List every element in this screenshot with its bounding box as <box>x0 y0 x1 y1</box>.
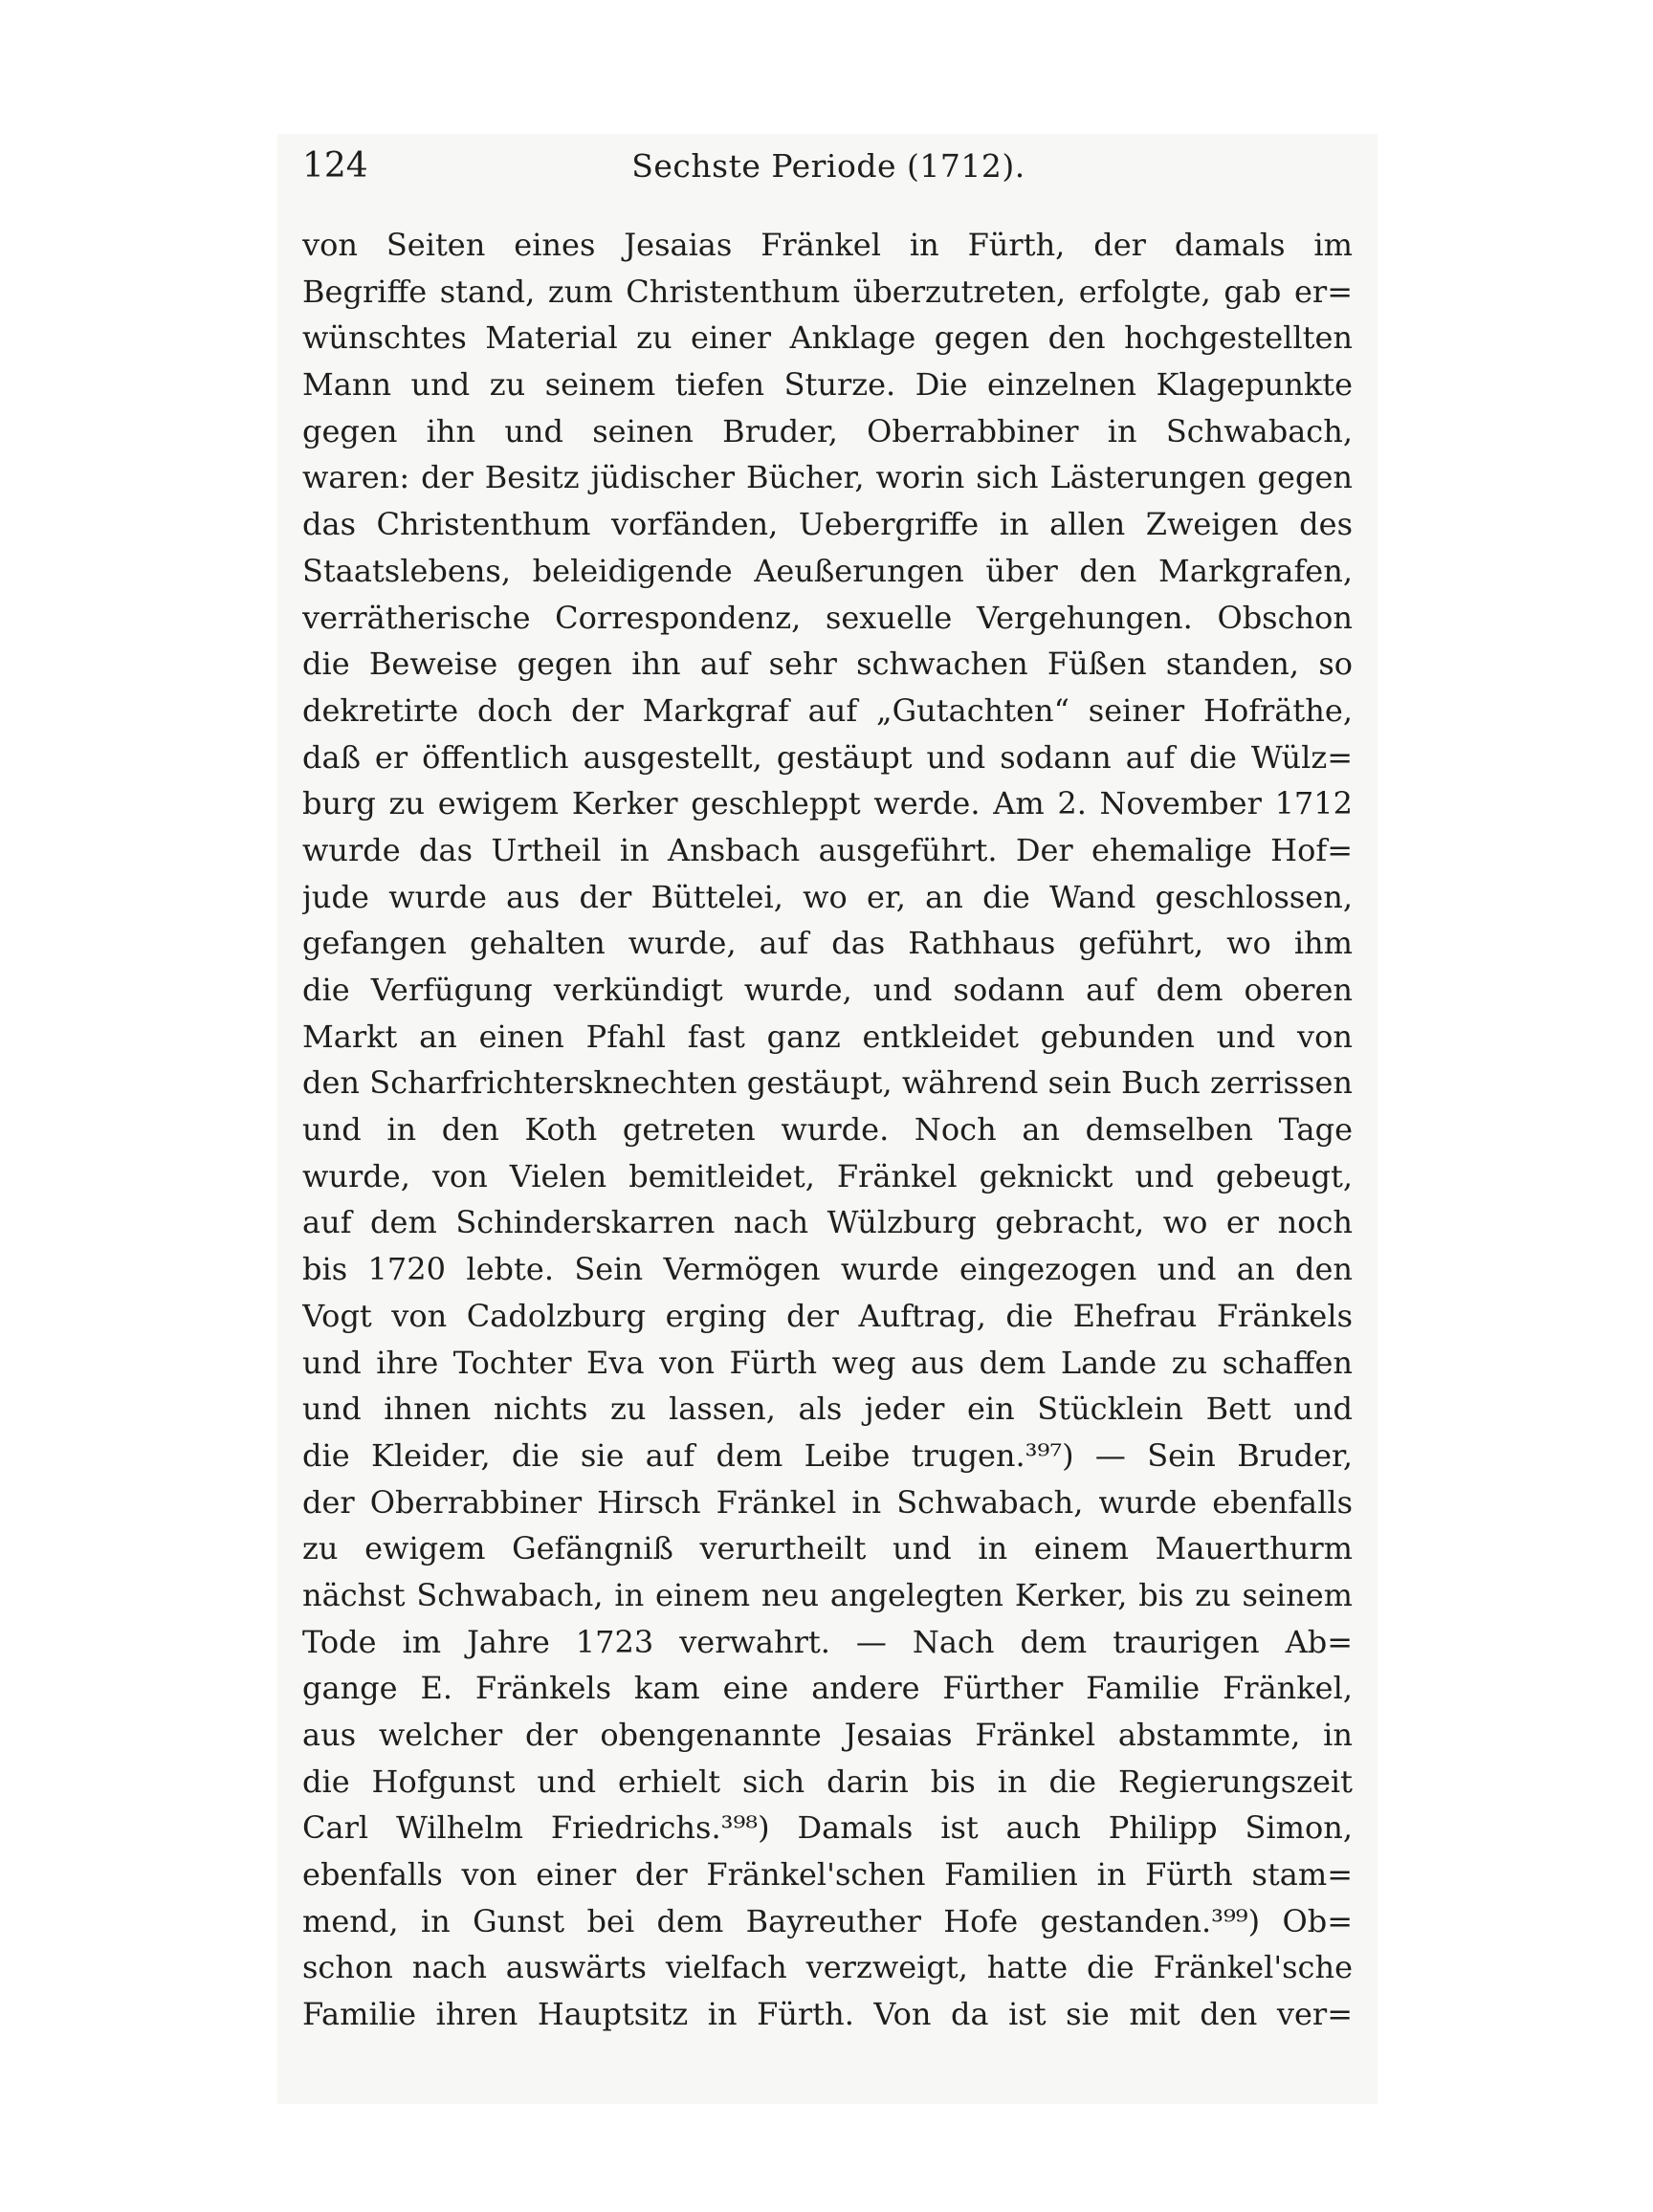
text-line: nächst Schwabach, in einem neu angelegten Kerker, bis zu seinem <box>302 1576 1353 1613</box>
page-number: 124 <box>302 146 368 186</box>
text-line: die Hofgunst und erhielt sich darin bis in die Regierungszeit <box>302 1763 1353 1800</box>
text-line: dekretirte doch der Markgraf auf „Gutachten“ seiner Hofräthe, <box>302 691 1353 729</box>
text-line: die Beweise gegen ihn auf sehr schwachen Füßen standen, so <box>302 646 1353 683</box>
text-line: von Seiten eines Jesaias Fränkel in Fürth, der damals im <box>302 227 1353 263</box>
text-line: aus welcher der obengenannte Jesaias Fränkel abstammte, in <box>302 1717 1353 1753</box>
page-header <box>302 142 1353 191</box>
text-line: wurde, von Vielen bemitleidet, Fränkel geknickt und gebeugt, <box>302 1157 1353 1194</box>
text-line: verrätherische Correspondenz, sexuelle Vergehungen. Obschon <box>302 599 1353 636</box>
text-line: ebenfalls von einer der Fränkel'schen Familien in Fürth stam= <box>302 1856 1353 1894</box>
text-line: gefangen gehalten wurde, auf das Rathhaus geführt, wo ihm <box>302 925 1353 962</box>
body-text <box>302 222 1353 2038</box>
text-line: waren: der Besitz jüdischer Bücher, worin sich Lästerungen gegen <box>302 459 1353 496</box>
text-line: burg zu ewigem Kerker geschleppt werde. Am 2. November 1712 <box>302 785 1353 822</box>
text-line: die Kleider, die sie auf dem Leibe trugen.³⁹⁷) — Sein Bruder, <box>302 1436 1353 1474</box>
text-line: Mann und zu seinem tiefen Sturze. Die einzelnen Klagepunkte <box>302 366 1353 404</box>
text-line: bis 1720 lebte. Sein Vermögen wurde eingezogen und an den <box>302 1251 1353 1288</box>
text-line: Begriffe stand, zum Christenthum überzutreten, erfolgte, gab er= <box>302 273 1353 310</box>
text-line: den Scharfrichtersknechten gestäupt, während sein Buch zerrissen <box>302 1064 1353 1102</box>
text-line: Markt an einen Pfahl fast ganz entkleidet gebunden und von <box>302 1018 1353 1055</box>
text-line: daß er öffentlich ausgestellt, gestäupt und sodann auf die Wülz= <box>302 738 1353 776</box>
text-line: auf dem Schinderskarren nach Wülzburg gebracht, wo er noch <box>302 1204 1353 1241</box>
text-line: jude wurde aus der Büttelei, wo er, an die Wand geschlossen, <box>302 878 1353 915</box>
text-line: schon nach auswärts vielfach verzweigt, hatte die Fränkel'sche <box>302 1949 1353 1986</box>
text-line: Tode im Jahre 1723 verwahrt. — Nach dem traurigen Ab= <box>302 1623 1353 1660</box>
text-line: zu ewigem Gefängniß verurtheilt und in einem Mauerthurm <box>302 1530 1353 1567</box>
text-line: wurde das Urtheil in Ansbach ausgeführt. Der ehemalige Hof= <box>302 831 1353 868</box>
text-line: Staatslebens, beleidigende Aeußerungen über den Markgrafen, <box>302 552 1353 589</box>
text-line: und ihnen nichts zu lassen, als jeder ein Stücklein Bett und <box>302 1391 1353 1428</box>
text-line: mend, in Gunst bei dem Bayreuther Hofe gestanden.³⁹⁹) Ob= <box>302 1902 1353 1939</box>
text-line: gange E. Fränkels kam eine andere Fürther Familie Fränkel, <box>302 1670 1353 1707</box>
text-line: Vogt von Cadolzburg erging der Auftrag, die Ehefrau Fränkels <box>302 1297 1353 1334</box>
text-line: und ihre Tochter Eva von Fürth weg aus dem Lande zu schaffen <box>302 1344 1353 1381</box>
text-line: das Christenthum vorfänden, Uebergriffe in allen Zweigen des <box>302 506 1353 543</box>
text-line: Familie ihren Hauptsitz in Fürth. Von da ist sie mit den ver= <box>302 1996 1353 2033</box>
text-line: gegen ihn und seinen Bruder, Oberrabbiner in Schwabach, <box>302 412 1353 449</box>
text-line: und in den Koth getreten wurde. Noch an demselben Tage <box>302 1111 1353 1149</box>
text-line: der Oberrabbiner Hirsch Fränkel in Schwabach, wurde ebenfalls <box>302 1483 1353 1521</box>
text-line: Carl Wilhelm Friedrichs.³⁹⁸) Damals ist auch Philipp Simon, <box>302 1809 1353 1847</box>
running-title: Sechste Periode (1712). <box>631 147 1025 185</box>
text-line: wünschtes Material zu einer Anklage gegen den hochgestellten <box>302 319 1353 357</box>
text-line: die Verfügung verkündigt wurde, und sodann auf dem oberen <box>302 972 1353 1008</box>
